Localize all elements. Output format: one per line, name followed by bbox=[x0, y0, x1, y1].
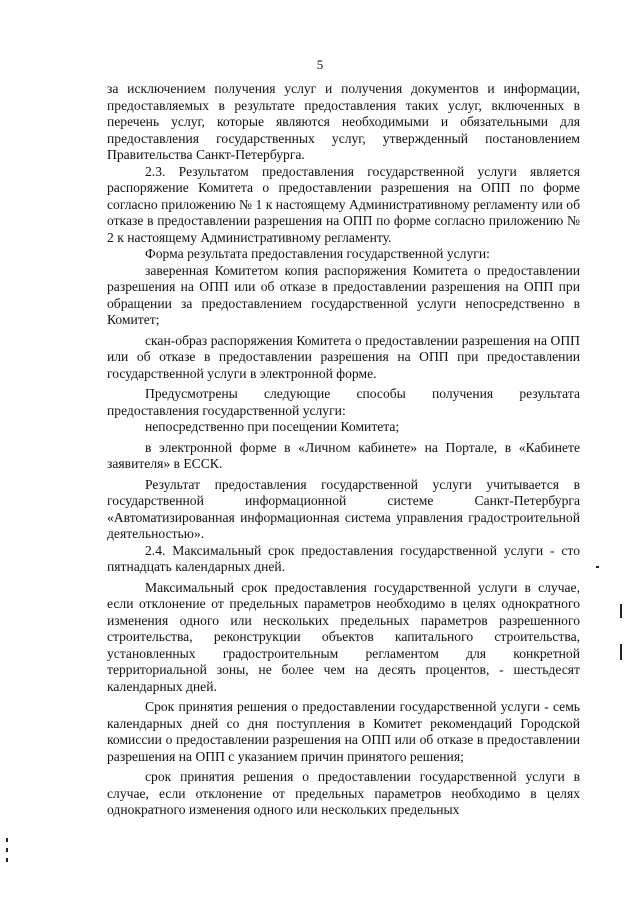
paragraph-decision-term: Срок принятия решения о предоставлении государственной услуги - семь календарных дней со дня поступления в Комитет рекомендаций Городской комиссии о предоставлении разрешения на ОПП или об отказе в предоставлении разрешения на ОПП с указанием причин принятого решения; bbox=[107, 699, 580, 764]
document-body bbox=[107, 81, 580, 819]
scan-mark bbox=[6, 848, 8, 852]
paragraph-section-2-4: 2.4. Максимальный срок предоставления государственной услуги - сто пятнадцать календарных дней. bbox=[107, 542, 580, 574]
paragraph-continuation: за исключением получения услуг и получения документов и информации, предоставляемых в результате предоставления таких услуг, включенных в перечень услуг, которые являются необходимыми и обязательными для предоставления государственных услуг, утвержденный постановлением Правительства Санкт-Петербурга. bbox=[107, 81, 580, 162]
page-number: 5 bbox=[316, 57, 324, 72]
paragraph-certified-copy: заверенная Комитетом копия распоряжения Комитета о предоставлении разрешения на ОПП или об отказе в предоставлении разрешения на ОПП при обращении за предоставлением государственной услуги непосредственно в Комитет; bbox=[107, 262, 580, 327]
paragraph-decision-term-deviation: срок принятия решения о предоставлении государственной услуги в случае, если отклонение от предельных параметров необходимо в целях однократного изменения одного или нескольких предельных bbox=[107, 769, 580, 817]
paragraph-receipt-methods: Предусмотрены следующие способы получения результата предоставления государственной услуги: bbox=[107, 386, 580, 418]
scan-mark bbox=[6, 838, 8, 842]
paragraph-scan-image: скан-образ распоряжения Комитета о предоставлении разрешения на ОПП или об отказе в предоставлении разрешения на ОПП при предоставлении государственной услуги в электронной форме. bbox=[107, 332, 580, 381]
paragraph-section-2-3: 2.3. Результатом предоставления государственной услуги является распоряжение Комитета о предоставлении разрешения на ОПП по форме согласно приложению № 1 к настоящему Административному регламенту или об отказе в предоставлении разрешения на ОПП по форме согласно приложению № 2 к настоящему Административному регламенту. bbox=[107, 163, 580, 245]
paragraph-electronic-form: в электронной форме в «Личном кабинете» на Портале, в «Кабинете заявителя» в ЕССК. bbox=[107, 439, 580, 471]
scan-mark bbox=[620, 644, 622, 660]
scan-mark bbox=[6, 858, 8, 862]
paragraph-max-term: Максимальный срок предоставления государственной услуги в случае, если отклонение от предельных параметров необходимо в целях однократного изменения одного или нескольких предельных параметров разрешенного строительства, реконструкции объектов капитального строительства, установленных градостроительным регламентом для конкретной территориальной зоны, не более чем на десять процентов, - шестьдесят календарных дней. bbox=[107, 579, 580, 694]
scan-mark bbox=[620, 604, 622, 618]
paragraph-result-registration: Результат предоставления государственной услуги учитывается в государственной информационной системе Санкт-Петербурга «Автоматизированная информационная система управления градостроительной деятельностью». bbox=[107, 476, 580, 541]
scan-mark bbox=[596, 566, 599, 568]
paragraph-in-person: непосредственно при посещении Комитета; bbox=[145, 419, 400, 434]
paragraph-result-form-heading: Форма результата предоставления государственной услуги: bbox=[145, 246, 490, 261]
